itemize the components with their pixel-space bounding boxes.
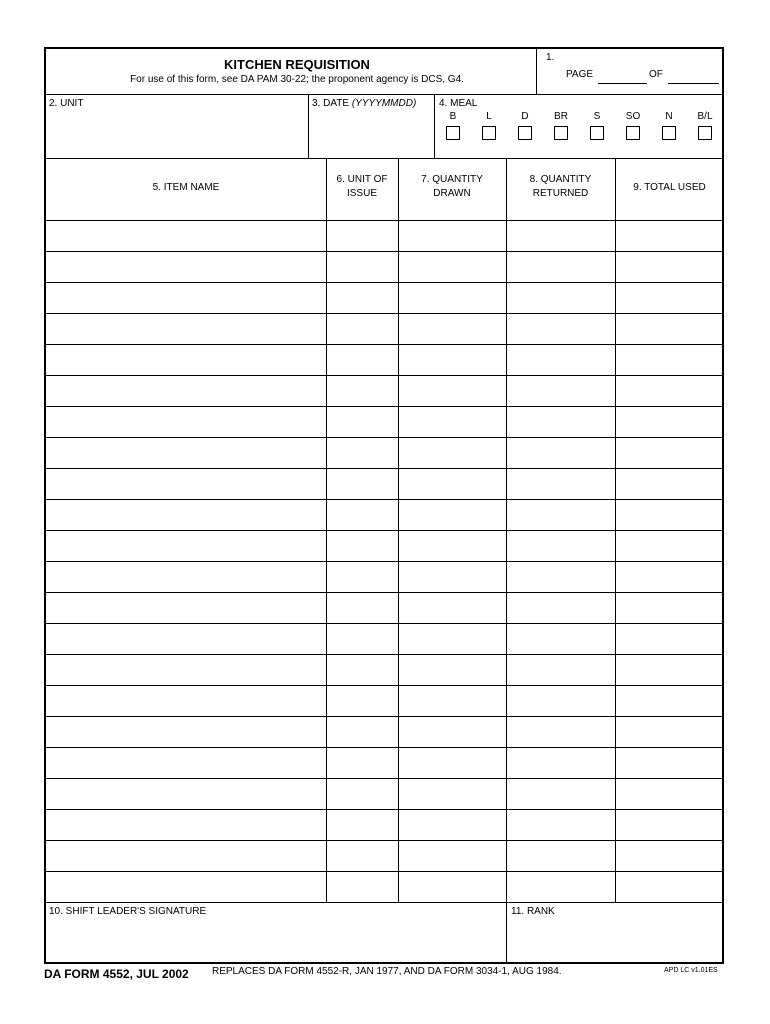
cell-quantity-drawn[interactable] — [401, 502, 507, 529]
cell-quantity-drawn[interactable] — [401, 378, 507, 405]
cell-quantity-returned[interactable] — [509, 564, 616, 591]
table-bottom-rule — [46, 902, 722, 903]
cell-item-name[interactable] — [49, 316, 327, 343]
cell-quantity-returned[interactable] — [509, 502, 616, 529]
cell-item-name[interactable] — [49, 285, 327, 312]
cell-unit-of-issue[interactable] — [329, 843, 399, 870]
cell-quantity-drawn[interactable] — [401, 471, 507, 498]
cell-quantity-drawn[interactable] — [401, 533, 507, 560]
meal-checkbox-b[interactable] — [446, 126, 460, 140]
table-row-rule — [46, 282, 722, 283]
meal-checkbox-bl[interactable] — [698, 126, 712, 140]
form-title: KITCHEN REQUISITION — [224, 57, 370, 72]
fields-rule — [46, 158, 722, 159]
cell-quantity-returned[interactable] — [509, 874, 616, 901]
cell-unit-of-issue[interactable] — [329, 533, 399, 560]
cell-quantity-returned[interactable] — [509, 843, 616, 870]
of-label: OF — [649, 69, 663, 80]
table-row-rule — [46, 406, 722, 407]
cell-quantity-returned[interactable] — [509, 719, 616, 746]
cell-total-used[interactable] — [618, 564, 725, 591]
column-quantity-returned-line1: 8. QUANTITY — [529, 174, 592, 185]
cell-total-used[interactable] — [618, 812, 725, 839]
cell-total-used[interactable] — [618, 378, 725, 405]
cell-quantity-returned[interactable] — [509, 347, 616, 374]
cell-quantity-drawn[interactable] — [401, 781, 507, 808]
cell-unit-of-issue[interactable] — [329, 316, 399, 343]
column-quantity-drawn-line1: 7. QUANTITY — [421, 174, 483, 185]
cell-unit-of-issue[interactable] — [329, 781, 399, 808]
meal-checkbox-d[interactable] — [518, 126, 532, 140]
cell-unit-of-issue[interactable] — [329, 378, 399, 405]
cell-item-name[interactable] — [49, 812, 327, 839]
page-block-number: 1. — [546, 52, 555, 63]
cell-item-name[interactable] — [49, 626, 327, 653]
table-row-rule — [46, 592, 722, 593]
cell-unit-of-issue[interactable] — [329, 223, 399, 250]
cell-total-used[interactable] — [618, 843, 725, 870]
cell-unit-of-issue[interactable] — [329, 564, 399, 591]
cell-item-name[interactable] — [49, 409, 327, 436]
meal-label: 4. MEAL — [439, 98, 478, 109]
table-row-rule — [46, 220, 722, 221]
cell-item-name[interactable] — [49, 657, 327, 684]
meal-label-d: D — [521, 111, 529, 122]
column-unit-of-issue — [326, 173, 398, 201]
column-unit-of-issue-line1: 6. UNIT OF — [336, 174, 388, 185]
unit-date-divider — [308, 94, 309, 158]
column-unit-of-issue-line2: ISSUE — [346, 188, 377, 199]
cell-unit-of-issue[interactable] — [329, 285, 399, 312]
meal-label-n: N — [665, 111, 673, 122]
cell-quantity-returned[interactable] — [509, 409, 616, 436]
cell-total-used[interactable] — [618, 347, 725, 374]
cell-total-used[interactable] — [618, 595, 725, 622]
cell-unit-of-issue[interactable] — [329, 657, 399, 684]
cell-quantity-returned[interactable] — [509, 657, 616, 684]
cell-quantity-drawn[interactable] — [401, 750, 507, 777]
cell-total-used[interactable] — [618, 471, 725, 498]
cell-quantity-drawn[interactable] — [401, 812, 507, 839]
cell-quantity-drawn[interactable] — [401, 347, 507, 374]
cell-total-used[interactable] — [618, 440, 725, 467]
cell-unit-of-issue[interactable] — [329, 502, 399, 529]
cell-item-name[interactable] — [49, 843, 327, 870]
table-row-rule — [46, 468, 722, 469]
cell-item-name[interactable] — [49, 347, 327, 374]
cell-quantity-returned[interactable] — [509, 223, 616, 250]
meal-checkbox-so[interactable] — [626, 126, 640, 140]
cell-quantity-drawn[interactable] — [401, 595, 507, 622]
cell-item-name[interactable] — [49, 688, 327, 715]
cell-quantity-returned[interactable] — [509, 285, 616, 312]
cell-unit-of-issue[interactable] — [329, 688, 399, 715]
cell-quantity-returned[interactable] — [509, 750, 616, 777]
table-row-rule — [46, 344, 722, 345]
table-row-rule — [46, 747, 722, 748]
cell-total-used[interactable] — [618, 781, 725, 808]
meal-checkbox-l[interactable] — [482, 126, 496, 140]
cell-quantity-drawn[interactable] — [401, 688, 507, 715]
cell-unit-of-issue[interactable] — [329, 471, 399, 498]
cell-item-name[interactable] — [49, 874, 327, 901]
cell-quantity-drawn[interactable] — [401, 440, 507, 467]
cell-item-name[interactable] — [49, 502, 327, 529]
date-format-hint: (YYYYMMDD) — [351, 98, 417, 109]
meal-label-s: S — [593, 111, 601, 122]
meal-label-b: B — [449, 111, 457, 122]
header-divider — [536, 49, 537, 95]
table-row-rule — [46, 313, 722, 314]
table-row-rule — [46, 716, 722, 717]
cell-total-used[interactable] — [618, 719, 725, 746]
cell-unit-of-issue[interactable] — [329, 874, 399, 901]
meal-label-so: SO — [625, 111, 641, 122]
cell-unit-of-issue[interactable] — [329, 254, 399, 281]
cell-total-used[interactable] — [618, 285, 725, 312]
form-identifier: DA FORM 4552, JUL 2002 — [44, 967, 189, 981]
cell-quantity-returned[interactable] — [509, 595, 616, 622]
column-quantity-drawn — [398, 173, 506, 201]
unit-label: 2. UNIT — [49, 98, 84, 109]
cell-quantity-drawn[interactable] — [401, 223, 507, 250]
cell-item-name[interactable] — [49, 440, 327, 467]
cell-item-name[interactable] — [49, 471, 327, 498]
cell-item-name[interactable] — [49, 533, 327, 560]
rank-label: 11. RANK — [511, 906, 555, 917]
date-meal-divider — [434, 94, 435, 158]
table-row-rule — [46, 778, 722, 779]
unit-field[interactable] — [50, 113, 308, 155]
cell-item-name[interactable] — [49, 750, 327, 777]
cell-item-name[interactable] — [49, 254, 327, 281]
cell-quantity-returned[interactable] — [509, 626, 616, 653]
table-row-rule — [46, 623, 722, 624]
signature-field[interactable] — [50, 921, 502, 961]
kitchen-requisition-form — [44, 47, 724, 964]
table-row-rule — [46, 685, 722, 686]
cell-quantity-drawn[interactable] — [401, 843, 507, 870]
cell-total-used[interactable] — [618, 409, 725, 436]
version-tag: APD LC v1.01ES — [664, 967, 718, 974]
cell-quantity-returned[interactable] — [509, 254, 616, 281]
table-row-rule — [46, 251, 722, 252]
column-quantity-returned — [506, 173, 615, 201]
column-quantity-returned-line2: RETURNED — [532, 188, 589, 199]
cell-item-name[interactable] — [49, 223, 327, 250]
table-row-rule — [46, 530, 722, 531]
cell-item-name[interactable] — [49, 378, 327, 405]
table-row-rule — [46, 654, 722, 655]
meal-label-l: L — [486, 111, 492, 122]
table-row-rule — [46, 561, 722, 562]
cell-unit-of-issue[interactable] — [329, 750, 399, 777]
header-rule — [46, 94, 722, 95]
cell-quantity-returned[interactable] — [509, 533, 616, 560]
meal-checkbox-br[interactable] — [554, 126, 568, 140]
cell-quantity-drawn[interactable] — [401, 254, 507, 281]
cell-total-used[interactable] — [618, 316, 725, 343]
date-label-text: 3. DATE — [312, 98, 350, 109]
cell-total-used[interactable] — [618, 533, 725, 560]
table-row-rule — [46, 871, 722, 872]
cell-item-name[interactable] — [49, 564, 327, 591]
cell-quantity-returned[interactable] — [509, 316, 616, 343]
cell-total-used[interactable] — [618, 688, 725, 715]
column-item-name: 5. ITEM NAME — [152, 182, 220, 193]
replaces-note: REPLACES DA FORM 4552-R, JAN 1977, AND DA FORM 3034-1, AUG 1984. — [212, 966, 562, 977]
signature-label: 10. SHIFT LEADER'S SIGNATURE — [49, 906, 207, 917]
cell-unit-of-issue[interactable] — [329, 595, 399, 622]
cell-unit-of-issue[interactable] — [329, 719, 399, 746]
cell-quantity-returned[interactable] — [509, 812, 616, 839]
cell-quantity-returned[interactable] — [509, 471, 616, 498]
table-row-rule — [46, 499, 722, 500]
cell-item-name[interactable] — [49, 719, 327, 746]
cell-quantity-drawn[interactable] — [401, 874, 507, 901]
cell-unit-of-issue[interactable] — [329, 812, 399, 839]
cell-quantity-drawn[interactable] — [401, 285, 507, 312]
cell-quantity-drawn[interactable] — [401, 409, 507, 436]
table-row-rule — [46, 437, 722, 438]
cell-total-used[interactable] — [618, 657, 725, 684]
cell-item-name[interactable] — [49, 781, 327, 808]
cell-quantity-returned[interactable] — [509, 688, 616, 715]
page-label: PAGE — [566, 69, 594, 80]
meal-label-br: BR — [554, 111, 568, 122]
page-number-input[interactable] — [598, 68, 647, 84]
meal-label-bl: B/L — [697, 111, 713, 122]
form-subtitle: For use of this form, see DA PAM 30-22; the proponent agency is DCS, G4. — [130, 74, 464, 85]
cell-quantity-returned[interactable] — [509, 378, 616, 405]
cell-total-used[interactable] — [618, 254, 725, 281]
cell-total-used[interactable] — [618, 223, 725, 250]
cell-unit-of-issue[interactable] — [329, 409, 399, 436]
cell-quantity-returned[interactable] — [509, 440, 616, 467]
cell-total-used[interactable] — [618, 874, 725, 901]
meal-checkbox-s[interactable] — [590, 126, 604, 140]
cell-quantity-drawn[interactable] — [401, 564, 507, 591]
column-total-used: 9. TOTAL USED — [633, 182, 706, 193]
cell-unit-of-issue[interactable] — [329, 440, 399, 467]
rank-field[interactable] — [511, 921, 720, 963]
table-row-rule — [46, 375, 722, 376]
cell-quantity-drawn[interactable] — [401, 719, 507, 746]
cell-item-name[interactable] — [49, 595, 327, 622]
page-total-input[interactable] — [668, 68, 719, 84]
cell-quantity-drawn[interactable] — [401, 316, 507, 343]
date-field[interactable] — [312, 113, 436, 155]
cell-unit-of-issue[interactable] — [329, 347, 399, 374]
cell-quantity-drawn[interactable] — [401, 626, 507, 653]
cell-total-used[interactable] — [618, 626, 725, 653]
table-row-rule — [46, 840, 722, 841]
cell-total-used[interactable] — [618, 750, 725, 777]
date-label — [312, 98, 416, 110]
column-quantity-drawn-line2: DRAWN — [433, 188, 471, 199]
cell-unit-of-issue[interactable] — [329, 626, 399, 653]
cell-quantity-returned[interactable] — [509, 781, 616, 808]
meal-checkbox-n[interactable] — [662, 126, 676, 140]
table-row-rule — [46, 809, 722, 810]
cell-quantity-drawn[interactable] — [401, 657, 507, 684]
cell-total-used[interactable] — [618, 502, 725, 529]
